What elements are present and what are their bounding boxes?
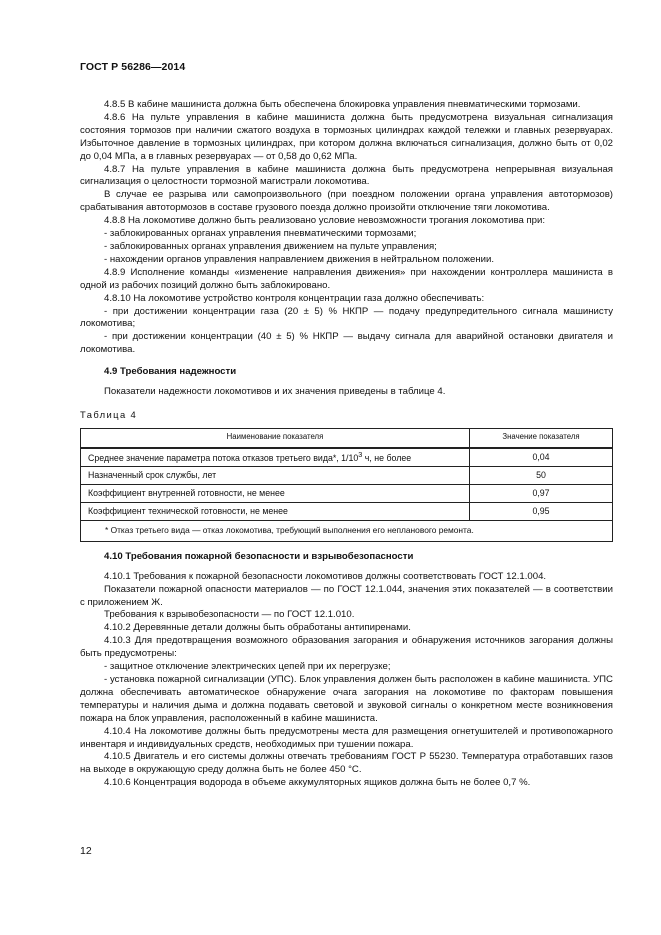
table-caption: Таблица 4 [80, 408, 138, 420]
table-header-value: Значение показателя [470, 428, 613, 448]
paragraph-brake-rupture: В случае ее разрыва или самопроизвольного (при поездном положении органа управления автотормозов) срабатывания автотормозов в составе грузового поезда должно произойти отключение тяги локомотива. [80, 189, 613, 214]
paragraph-4-10-5: 4.10.5 Двигатель и его системы должны отвечать требованиям ГОСТ Р 55230. Температура отработавших газов на выходе в окружающую среду должна быть не более 450 °С. [80, 751, 613, 776]
page-number: 12 [80, 845, 92, 857]
table-cell-name: Назначенный срок службы, лет [81, 466, 470, 484]
paragraph-4-10-4: 4.10.4 На локомотиве должны быть предусмотрены места для размещения огнетушителей и противопожарного инвентаря и индивидуальных средств, необходимых при тушении пожара. [80, 725, 613, 750]
section-title-4-9: 4.9 Требования надежности [104, 366, 237, 378]
list-item-gas-emergency: - при достижении концентрации (40 ± 5) % НКПР — выдачу сигнала для аварийной остановки двигателя и локомотива. [80, 331, 613, 356]
paragraph-4-8-10: 4.8.10 На локомотиве устройство контроля концентрации газа должно обеспечивать: [104, 292, 485, 304]
paragraph-explosion-safety: Требования к взрывобезопасности — по ГОСТ 12.1.010. [104, 609, 355, 621]
section-title-4-10: 4.10 Требования пожарной безопасности и взрывобезопасности [104, 550, 414, 562]
table-row [81, 484, 613, 502]
list-item-blocked-pneumatic: - заблокированных органах управления пневматическими тормозами; [104, 228, 417, 240]
list-item-blocked-controls: - заблокированных органах управления движением на пульте управления; [104, 240, 437, 252]
paragraph-fire-materials: Показатели пожарной опасности материалов — по ГОСТ 12.1.044, значения этих показателей — в соответствии с приложением Ж. [80, 583, 613, 608]
paragraph-4-10-3: 4.10.3 Для предотвращения возможного образования загорания и обнаружения источников загорания должны быть предусмотрены: [80, 635, 613, 660]
table-cell-value: 50 [470, 466, 613, 484]
standard-header: ГОСТ Р 56286—2014 [80, 61, 186, 73]
table-cell-value: 0,97 [470, 484, 613, 502]
table-cell-name: Коэффициент внутренней готовности, не менее [81, 484, 470, 502]
table-header-name: Наименование показателя [81, 428, 470, 448]
paragraph-4-8-8: 4.8.8 На локомотиве должно быть реализовано условие невозможности трогания локомотива при: [104, 215, 546, 227]
list-item-neutral-position: - нахождении органов управления направлением движения в нейтральном положении. [104, 253, 495, 265]
table-cell-name: Коэффициент технической готовности, не менее [81, 502, 470, 520]
page-content [80, 99, 613, 790]
table-cell-value: 0,95 [470, 502, 613, 520]
paragraph-4-9: Показатели надежности локомотивов и их значения приведены в таблице 4. [104, 386, 446, 398]
list-item-gas-warning: - при достижении концентрации газа (20 ± 5) % НКПР — подачу предупредительного сигнала машинисту локомотива; [80, 305, 613, 330]
list-item-fire-alarm: - установка пожарной сигнализации (УПС). Блок управления должен быть расположен в кабине машиниста. УПС должна обеспечивать автоматическое обнаружение очага загорания на локомотиве по факторам повышения температуры и наличия дыма и должна подавать световой и звуковой сигналы о конкретном месте возникновения пожара на блок управления, расположенный в кабине машиниста. [80, 674, 613, 724]
table-row [81, 466, 613, 484]
table-cell-value: 0,04 [470, 448, 613, 467]
paragraph-4-8-5: 4.8.5 В кабине машиниста должна быть обеспечена блокировка управления пневматическими тормозами. [104, 99, 581, 110]
paragraph-4-10-2: 4.10.2 Деревянные детали должны быть обработаны антипиренами. [104, 622, 411, 634]
paragraph-4-8-6: 4.8.6 На пульте управления в кабине машиниста должна быть предусмотрена визуальная сигнализация состояния тормозов при наличии сжатого воздуха в тормозных цилиндрах каждой тележки и главных резервуарах. Избыточное давление в тормозных цилиндрах, при котором должна включаться сигнализация, должно быть от 0,02 до 0,04 МПа, а в главных резервуарах — от 0,58 до 0,62 МПа. [80, 111, 613, 162]
paragraph-4-10-6: 4.10.6 Концентрация водорода в объеме аккумуляторных ящиков должна быть не более 0,7 %. [104, 777, 531, 789]
table-footnote: * Отказ третьего вида — отказ локомотива, требующий выполнения его непланового ремонта. [81, 520, 613, 541]
reliability-table [80, 428, 613, 542]
table-row [81, 502, 613, 520]
paragraph-4-10-1: 4.10.1 Требования к пожарной безопасности локомотивов должны соответствовать ГОСТ 12.1.004. [104, 570, 547, 582]
table-header-row [81, 428, 613, 448]
table-footnote-row [81, 520, 613, 541]
paragraph-4-8-9: 4.8.9 Исполнение команды «изменение направления движения» при нахождении контроллера машиниста в одной из рабочих позиций должно быть заблокировано. [80, 266, 613, 291]
list-item-protective-shutdown: - защитное отключение электрических цепей при их перегрузке; [104, 661, 391, 673]
table-row [81, 448, 613, 467]
table-cell-name: Среднее значение параметра потока отказов третьего вида*, $1/10^3$ ч, не более [81, 448, 470, 467]
paragraph-4-8-7: 4.8.7 На пульте управления в кабине машиниста должна быть предусмотрена непрерывная визуальная сигнализация о целостности тормозной магистрали локомотива. [80, 163, 613, 188]
